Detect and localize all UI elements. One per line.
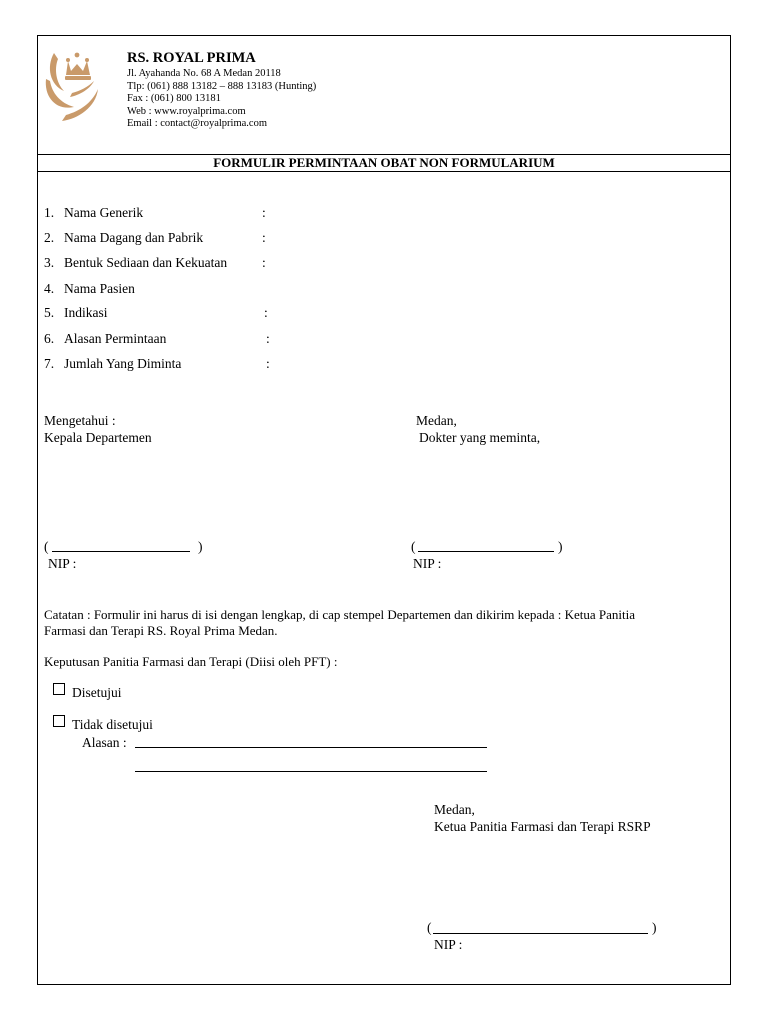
field-number: 5. bbox=[44, 305, 55, 320]
reason-label: Alasan : bbox=[82, 735, 127, 750]
field-number: 3. bbox=[44, 255, 55, 270]
city-date-label: Medan, bbox=[416, 413, 457, 428]
field-label: Indikasi bbox=[64, 305, 108, 320]
field-label: Alasan Permintaan bbox=[64, 331, 167, 346]
doctor-signature-line bbox=[418, 551, 554, 552]
requesting-doctor-label: Dokter yang meminta, bbox=[419, 430, 541, 445]
hospital-email: Email : contact@royalprima.com bbox=[127, 118, 267, 129]
hospital-web: Web : www.royalprima.com bbox=[127, 106, 246, 117]
committee-chair-label: Ketua Panitia Farmasi dan Terapi RSRP bbox=[434, 819, 651, 834]
field-number: 1. bbox=[44, 205, 55, 220]
approved-label: Disetujui bbox=[72, 685, 122, 700]
field-number: 2. bbox=[44, 230, 55, 245]
reason-line-2[interactable] bbox=[135, 771, 487, 772]
form-title: FORMULIR PERMINTAAN OBAT NON FORMULARIUM bbox=[37, 154, 731, 172]
field-number: 6. bbox=[44, 331, 55, 346]
note-line-1: Catatan : Formulir ini harus di isi dengan lengkap, di cap stempel Departemen dan dikirim kepada : Ketua Panitia bbox=[44, 607, 635, 622]
hospital-phone: Tlp: (061) 888 13182 – 888 13183 (Hunting) bbox=[127, 81, 317, 92]
field-colon: : bbox=[262, 255, 266, 270]
field-number: 4. bbox=[44, 281, 55, 296]
field-nama-pasien bbox=[44, 281, 135, 297]
field-colon: : bbox=[266, 331, 270, 346]
field-nama-dagang bbox=[44, 230, 203, 246]
paren-open: ( bbox=[427, 920, 432, 935]
paren-close: ) bbox=[652, 920, 657, 935]
field-label: Nama Generik bbox=[64, 205, 144, 220]
paren-open: ( bbox=[44, 539, 49, 554]
approved-checkbox[interactable] bbox=[53, 683, 65, 695]
field-colon: : bbox=[264, 305, 268, 320]
paren-close: ) bbox=[198, 539, 203, 554]
field-label: Nama Dagang dan Pabrik bbox=[64, 230, 204, 245]
hospital-name: RS. ROYAL PRIMA bbox=[127, 50, 256, 66]
hospital-logo bbox=[44, 45, 108, 123]
field-label: Nama Pasien bbox=[64, 281, 135, 296]
field-alasan-permintaan bbox=[44, 331, 166, 347]
hospital-address: Jl. Ayahanda No. 68 A Medan 20118 bbox=[127, 68, 281, 79]
paren-open: ( bbox=[411, 539, 416, 554]
note-line-2: Farmasi dan Terapi RS. Royal Prima Medan. bbox=[44, 623, 278, 638]
field-colon: : bbox=[262, 230, 266, 245]
field-label: Jumlah Yang Diminta bbox=[64, 356, 182, 371]
field-indikasi bbox=[44, 305, 108, 321]
field-nama-generik bbox=[44, 205, 143, 221]
department-head-label: Kepala Departemen bbox=[44, 430, 152, 445]
rejected-label: Tidak disetujui bbox=[72, 717, 153, 732]
field-bentuk-sediaan bbox=[44, 255, 227, 271]
field-number: 7. bbox=[44, 356, 55, 371]
committee-signature-line bbox=[433, 933, 648, 934]
paren-close: ) bbox=[558, 539, 563, 554]
acknowledged-label: Mengetahui : bbox=[44, 413, 116, 428]
field-colon: : bbox=[262, 205, 266, 220]
decision-title: Keputusan Panitia Farmasi dan Terapi (Diisi oleh PFT) : bbox=[44, 654, 338, 669]
department-head-signature-line bbox=[52, 551, 190, 552]
reason-line-1[interactable] bbox=[135, 747, 487, 748]
nip-label: NIP : bbox=[413, 556, 442, 571]
field-jumlah-diminta bbox=[44, 356, 181, 372]
nip-label: NIP : bbox=[48, 556, 77, 571]
rejected-checkbox[interactable] bbox=[53, 715, 65, 727]
field-label: Bentuk Sediaan dan Kekuatan bbox=[64, 255, 228, 270]
nip-label: NIP : bbox=[434, 937, 463, 952]
field-colon: : bbox=[266, 356, 270, 371]
committee-city-date: Medan, bbox=[434, 802, 475, 817]
document-frame bbox=[37, 35, 731, 985]
hospital-fax: Fax : (061) 800 13181 bbox=[127, 93, 221, 104]
